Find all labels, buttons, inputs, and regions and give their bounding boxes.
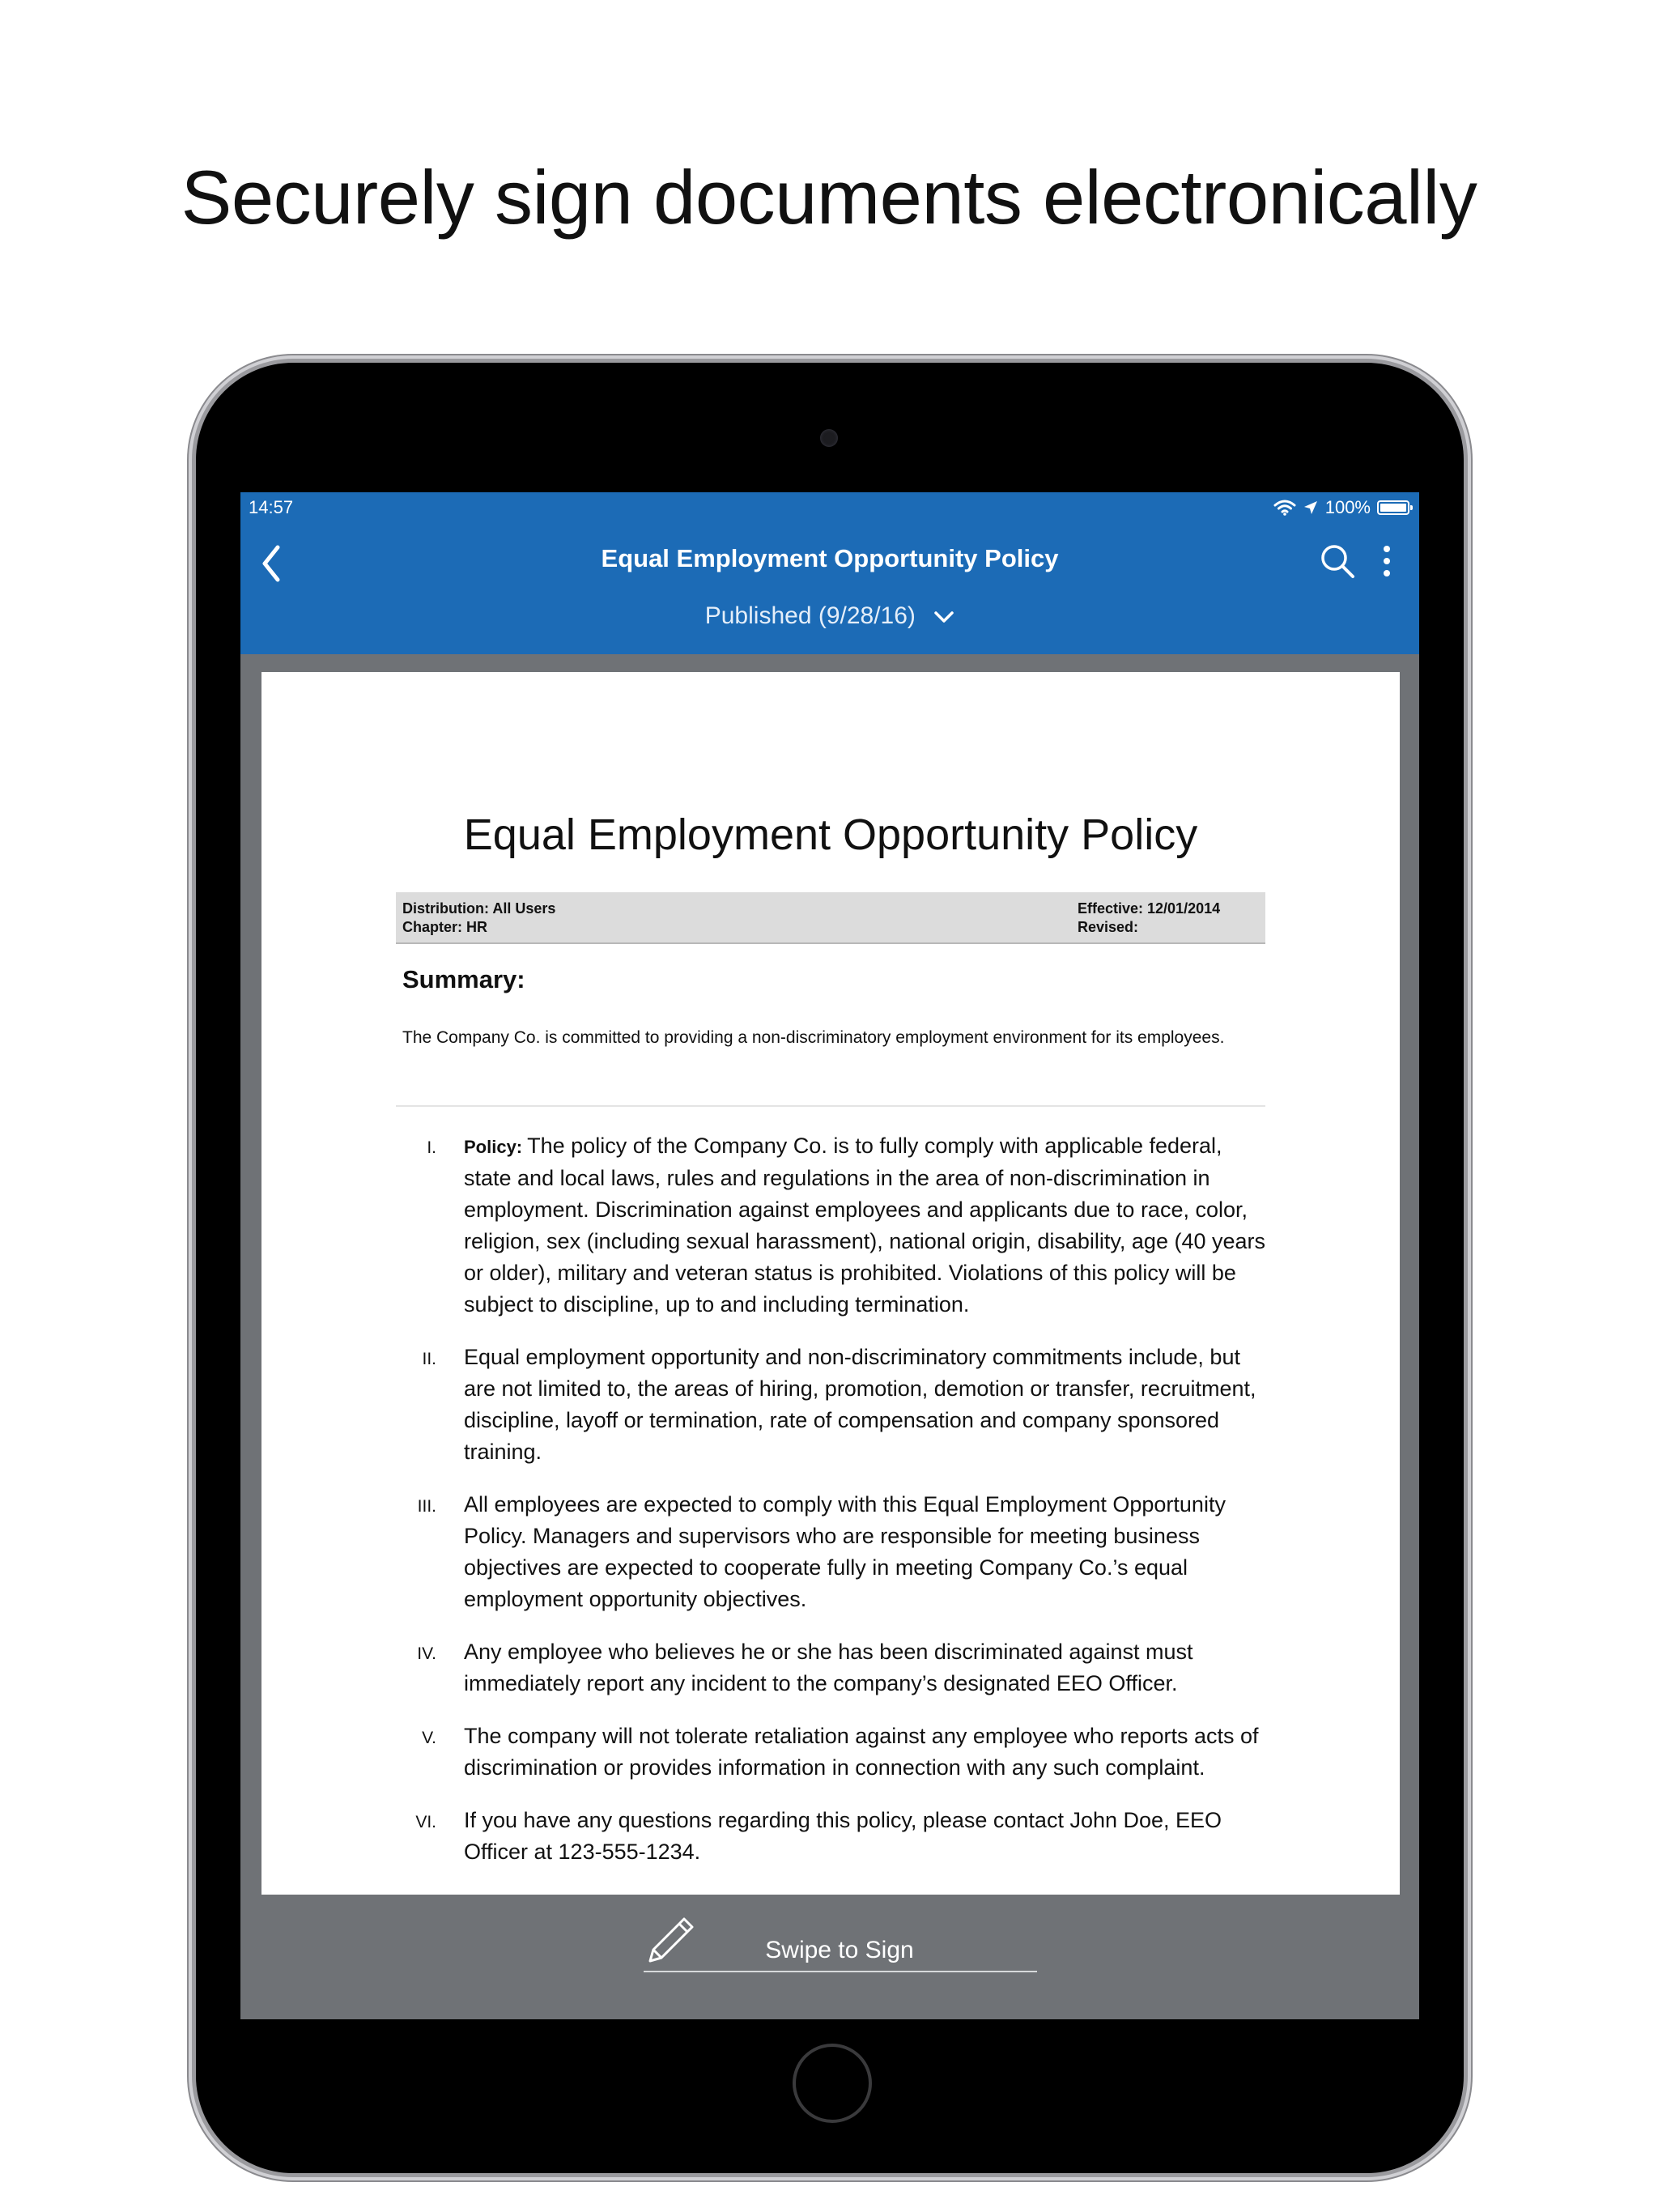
document-meta: [396, 892, 1265, 944]
item-body: The policy of the Company Co. is to fully comply with applicable federal, state and local laws, rules and regulations in the area of non-discrimination in employment. Discrimination against employees and applicants due to race, color, religion, sex (including sexual harassment), national origin, disability, age (40 years or older), military and veteran status is prohibited. Violations of this policy will be subject to discipline, up to and including termination.: [464, 1134, 1266, 1317]
policy-label: Policy:: [464, 1137, 523, 1157]
battery-percent: 100%: [1324, 497, 1371, 517]
summary-heading: Summary:: [402, 965, 525, 993]
meta-effective: Effective: 12/01/2014: [1078, 900, 1221, 917]
document-page[interactable]: [261, 672, 1400, 1895]
list-item: [402, 1130, 1265, 1321]
sign-bar[interactable]: [240, 1895, 1419, 2019]
swipe-to-sign-label: Swipe to Sign: [765, 1937, 914, 1963]
item-number: I.: [427, 1138, 436, 1157]
item-text: If you have any questions regarding this policy, please contact John Doe, EEO Officer at 123-555-1234.: [464, 1808, 1222, 1864]
battery-icon: [1377, 500, 1409, 515]
item-number: VI.: [415, 1813, 436, 1831]
app-bar: [240, 492, 1419, 654]
status-time: 14:57: [249, 497, 294, 517]
item-text: The company will not tolerate retaliation against any employee who reports acts of discrimination or provides information in connection with any such complaint.: [464, 1724, 1259, 1780]
more-vertical-icon[interactable]: [1379, 542, 1395, 580]
item-number: III.: [417, 1497, 436, 1516]
item-text: Equal employment opportunity and non-discriminatory commitments include, but are not limited to, the areas of hiring, promotion, demotion or transfer, recruitment, discipline, layoff or termination, rate of compensation and company sponsored training.: [464, 1345, 1256, 1464]
signature-line[interactable]: [644, 1971, 1037, 1972]
item-number: IV.: [417, 1644, 436, 1663]
item-text: Any employee who believes he or she has been discriminated against must immediately report any incident to the company’s designated EEO Officer.: [464, 1640, 1193, 1695]
nav-title: Equal Employment Opportunity Policy: [601, 544, 1059, 572]
chevron-down-icon: [933, 610, 954, 623]
meta-distribution: Distribution: All Users: [402, 900, 556, 917]
document-title: Equal Employment Opportunity Policy: [463, 810, 1198, 859]
divider: [396, 1105, 1265, 1107]
item-text: [464, 1130, 1265, 1321]
tablet-device: [196, 363, 1464, 2173]
meta-revised: Revised:: [1078, 919, 1139, 935]
wifi-icon: [1273, 500, 1296, 516]
summary-text: The Company Co. is committed to providing a non-discriminatory employment environment for its employees.: [402, 1028, 1225, 1047]
status-indicators: [1273, 497, 1409, 518]
search-icon[interactable]: [1319, 542, 1356, 580]
meta-chapter: Chapter: HR: [402, 919, 488, 935]
item-number: II.: [422, 1350, 436, 1368]
list-item: [402, 1636, 1265, 1699]
list-item: [402, 1489, 1265, 1615]
version-label: Published (9/28/16): [704, 602, 916, 629]
front-camera: [820, 429, 838, 447]
list-item: [402, 1805, 1265, 1868]
item-number: V.: [422, 1729, 436, 1747]
home-button[interactable]: [793, 2044, 872, 2123]
screen: [240, 492, 1419, 2019]
location-arrow-icon: [1303, 500, 1319, 516]
pen-icon: [644, 1914, 697, 1967]
headline: Securely sign documents electronically: [181, 155, 1477, 240]
policy-list: [402, 1130, 1265, 1889]
version-selector[interactable]: [240, 602, 1419, 630]
list-item: [402, 1721, 1265, 1784]
item-text: All employees are expected to comply with this Equal Employment Opportunity Policy. Managers and supervisors who are responsible for meeting business objectives are expected to cooperate fully in meeting Company Co.’s equal employment opportunity objectives.: [464, 1492, 1226, 1611]
list-item: [402, 1342, 1265, 1468]
